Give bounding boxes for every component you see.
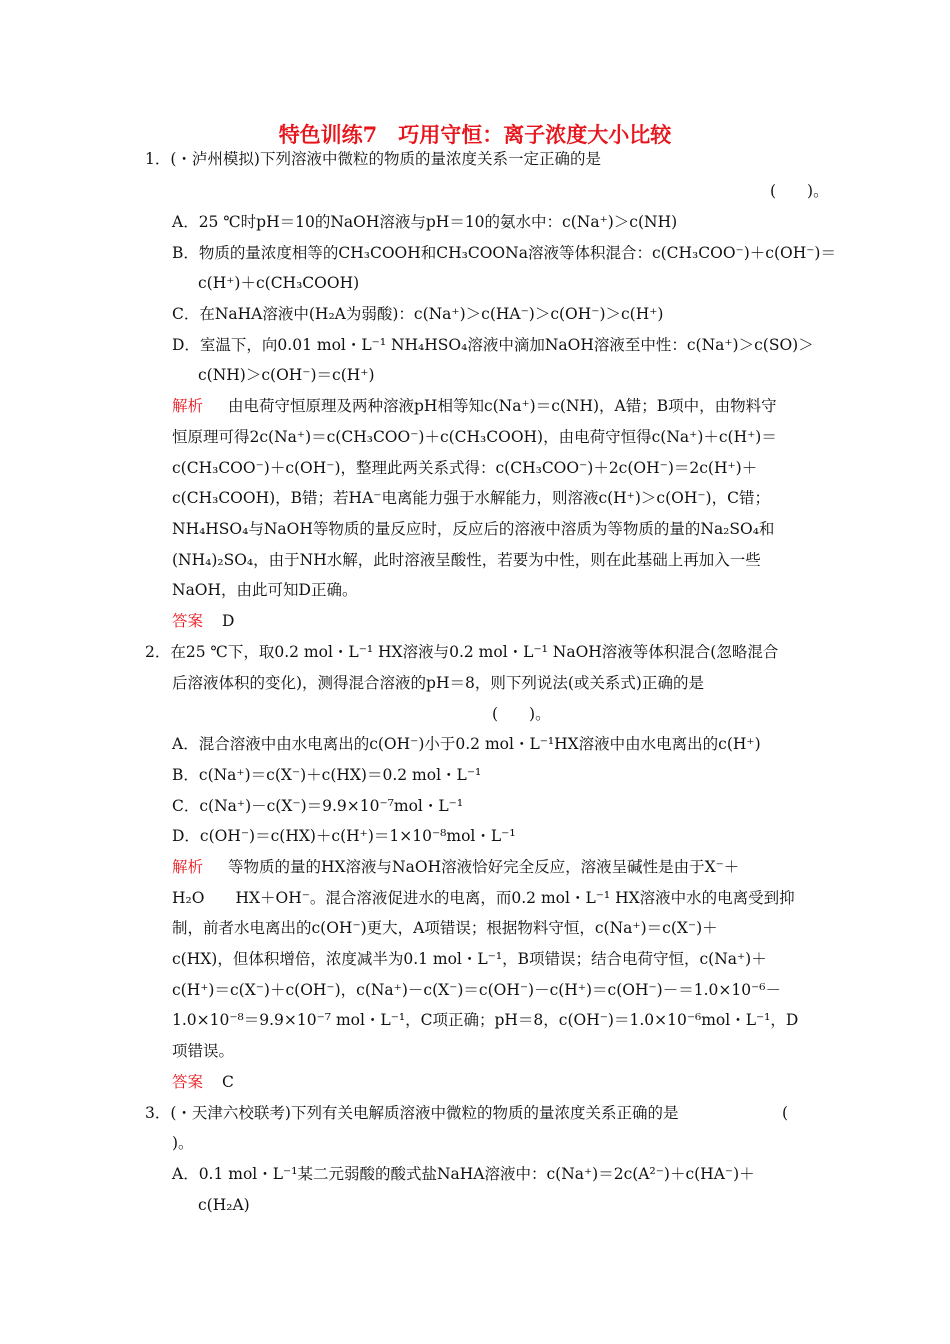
q2-option-c: C．c(Na⁺)－c(X⁻)＝9.9×10⁻⁷mol・L⁻¹ — [172, 797, 464, 815]
q1-analysis-line1: 由电荷守恒原理及两种溶液pH相等知c(Na⁺)＝c(NH)，A错；B项中，由物料守 — [228, 397, 777, 415]
q3-stem: 3．(・天津六校联考)下列有关电解质溶液中微粒的物质的量浓度关系正确的是 — [145, 1104, 679, 1122]
q2-option-a: A．混合溶液中由水电离出的c(OH⁻)小于0.2 mol・L⁻¹HX溶液中由水电离出的c(H⁺) — [172, 735, 761, 753]
q3-paren-close: )。 — [172, 1134, 194, 1152]
page-title: 特色训练7 巧用守恒：离子浓度大小比较 — [278, 122, 672, 147]
q1-stem: 1．(・泸州模拟)下列溶液中微粒的物质的量浓度关系一定正确的是 — [145, 150, 601, 168]
q1-option-d-line2: c(NH)＞c(OH⁻)＝c(H⁺) — [198, 366, 375, 384]
q1-analysis-line2: 恒原理可得2c(Na⁺)＝c(CH₃COO⁻)＋c(CH₃COOH)，由电荷守恒得c(Na⁺)＋c(H⁺)＝ — [172, 428, 777, 446]
q1-analysis-line3: c(CH₃COO⁻)＋c(OH⁻)，整理此两关系式得：c(CH₃COO⁻)＋2c(OH⁻)＝2c(H⁺)＋ — [172, 459, 758, 477]
q1-answer-paren: ( )。 — [770, 182, 829, 200]
q2-analysis-line6: 1.0×10⁻⁸＝9.9×10⁻⁷ mol・L⁻¹，C项正确；pH＝8，c(OH⁻)＝1.0×10⁻⁶mol・L⁻¹，D — [172, 1011, 799, 1029]
q2-analysis-line3: 制，前者水电离出的c(OH⁻)更大，A项错误；根据物料守恒，c(Na⁺)＝c(X⁻)＋ — [172, 919, 718, 937]
q3-option-a-line1: A．0.1 mol・L⁻¹某二元弱酸的酸式盐NaHA溶液中：c(Na⁺)＝2c(A²⁻)＋c(HA⁻)＋ — [172, 1165, 755, 1183]
q1-option-d-line1: D．室温下，向0.01 mol・L⁻¹ NH₄HSO₄溶液中滴加NaOH溶液至中性：c(Na⁺)＞c(SO)＞ — [172, 336, 814, 354]
q3-option-a-line2: c(H₂A) — [198, 1196, 250, 1214]
q1-analysis-line6: (NH₄)₂SO₄，由于NH水解，此时溶液呈酸性，若要为中性，则在此基础上再加入一些 — [172, 551, 761, 569]
q1-analysis-line4: c(CH₃COOH)，B错；若HA⁻电离能力强于水解能力，则溶液c(H⁺)＞c(OH⁻)，C错； — [172, 489, 770, 507]
q2-answer: C — [222, 1073, 234, 1091]
q1-answer-label: 答案 — [172, 612, 204, 630]
q2-option-b: B．c(Na⁺)＝c(X⁻)＋c(HX)＝0.2 mol・L⁻¹ — [172, 766, 482, 784]
q2-analysis-label: 解析 — [172, 858, 204, 876]
q1-analysis-line5: NH₄HSO₄与NaOH等物质的量反应时，反应后的溶液中溶质为等物质的量的Na₂SO₄和 — [172, 520, 775, 538]
q1-answer: D — [222, 612, 235, 630]
q2-analysis-line7: 项错误。 — [172, 1042, 235, 1060]
q2-stem-line1: 2．在25 ℃下，取0.2 mol・L⁻¹ HX溶液与0.2 mol・L⁻¹ NaOH溶液等体积混合(忽略混合 — [145, 643, 779, 661]
q1-option-b-line1: B．物质的量浓度相等的CH₃COOH和CH₃COONa溶液等体积混合：c(CH₃COO⁻)＋c(OH⁻)＝ — [172, 244, 836, 262]
q2-analysis-line4: c(HX)，但体积增倍，浓度减半为0.1 mol・L⁻¹，B项错误；结合电荷守恒，c(Na⁺)＋ — [172, 950, 767, 968]
q1-analysis-label: 解析 — [172, 397, 204, 415]
q2-answer-label: 答案 — [172, 1073, 204, 1091]
q2-analysis-line2: H₂O HX＋OH⁻。混合溶液促进水的电离，而0.2 mol・L⁻¹ HX溶液中水的电离受到抑 — [172, 889, 795, 907]
q2-analysis-line5: c(H⁺)＝c(X⁻)＋c(OH⁻)，c(Na⁺)－c(X⁻)＝c(OH⁻)－c(H⁺)＝c(OH⁻)－＝1.0×10⁻⁶－ — [172, 981, 781, 999]
q1-option-c: C．在NaHA溶液中(H₂A为弱酸)：c(Na⁺)＞c(HA⁻)＞c(OH⁻)＞c(H⁺) — [172, 305, 664, 323]
q1-option-a: A．25 ℃时pH＝10的NaOH溶液与pH＝10的氨水中：c(Na⁺)＞c(NH) — [172, 213, 678, 231]
q2-option-d: D．c(OH⁻)＝c(HX)＋c(H⁺)＝1×10⁻⁸mol・L⁻¹ — [172, 827, 516, 845]
q1-option-b-line2: c(H⁺)＋c(CH₃COOH) — [198, 274, 360, 292]
q2-analysis-line1: 等物质的量的HX溶液与NaOH溶液恰好完全反应，溶液呈碱性是由于X⁻＋ — [228, 858, 740, 876]
q2-answer-paren: ( )。 — [492, 705, 551, 723]
q1-analysis-line7: NaOH，由此可知D正确。 — [172, 581, 358, 599]
q2-stem-line2: 后溶液体积的变化)，测得混合溶液的pH＝8，则下列说法(或关系式)正确的是 — [172, 674, 704, 692]
q3-paren-open: ( — [782, 1104, 789, 1122]
